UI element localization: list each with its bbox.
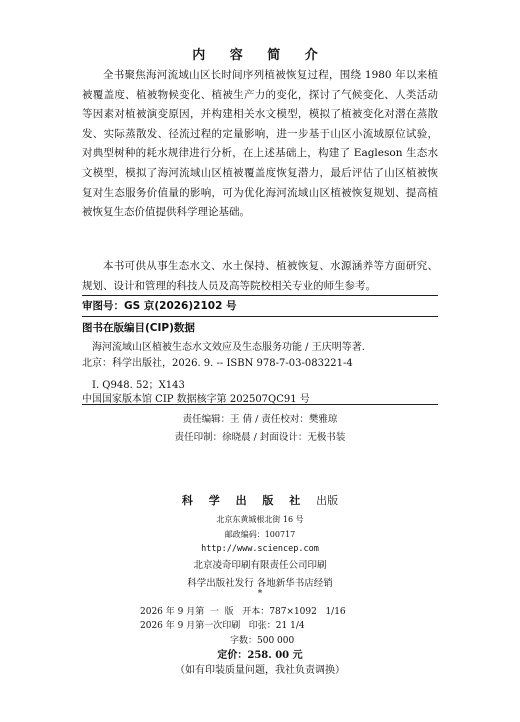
summary-paragraph-1: 全书聚焦海河流域山区长时间序列植被恢复过程，围绕 1980 年以来植被覆盖度、植被物候变化、植被生产力的变化，探讨了气候变化、人类活动等因素对植被演变原因，并构建相关水文模型，模拟了植被变化对潜在蒸散发、实际蒸散发、径流过程的定量影响，进一步基于山区小流域原位试验，对典型树种的耗水规律进行分析，在上述基础上，构建了 Eagleson 生态水文模型，模拟了海河流域山区植被覆盖度恢复潜力，最后评估了山区植被恢复对生态服务价值量的影响，可为优化海河流域山区植被恢复规划、提高植被恢复生态价值提供科学理论基础。 xyxy=(82,69,438,219)
distributor-line: 科学出版社发行 各地新华书店经销 xyxy=(187,578,333,589)
quality-note: （如有印装质量问题，我社负责调换） xyxy=(175,665,345,676)
cip-record-number: 中国国家版本馆 CIP 数据核字第 202507QC91 号 xyxy=(82,394,310,405)
review-number: 审图号：GS 京(2026)2102 号 xyxy=(82,300,237,312)
printer-line: 北京凌奇印刷有限责任公司印刷 xyxy=(193,560,327,571)
word-count: 字数：500 000 xyxy=(230,636,295,646)
editor-credits: 责任编辑：王 倩 / 责任校对：樊雅琼 xyxy=(182,414,338,425)
cip-heading: 图书在版编目(CIP)数据 xyxy=(82,322,195,334)
page-title: 内 容 简 介 xyxy=(192,48,328,63)
publisher-suffix: 出版 xyxy=(316,494,339,507)
publisher-zipcode: 邮政编码：100717 xyxy=(224,530,296,539)
edition-line-1: 2026 年 9 月第 一 版 开本：787×1092 1/16 xyxy=(140,607,346,617)
summary-paragraph-2: 本书可供从事生态水文、水土保持、植被恢复、水源涵养等方面研究、规划、设计和管理的科技人员及高等院校相关专业的师生参考。 xyxy=(82,260,438,292)
divider-top xyxy=(82,295,438,296)
separator-star: * xyxy=(257,589,263,599)
cip-classification: Ⅰ. Q948. 52；X143 xyxy=(92,380,185,391)
production-credits: 责任印制：徐晓晨 / 封面设计：无极书装 xyxy=(174,432,346,443)
publisher-name xyxy=(0,492,520,508)
publisher-address: 北京东黄城根北街 16 号 xyxy=(216,515,304,524)
cip-title-line: 海河流域山区植被生态水文效应及生态服务功能 / 王庆明等著. xyxy=(92,342,365,353)
divider-cip-top xyxy=(82,316,438,317)
divider-cip-bottom xyxy=(82,404,438,405)
edition-line-2: 2026 年 9 月第一次印刷 印张：21 1/4 xyxy=(140,621,305,631)
publisher-website: http://www.sciencep.com xyxy=(201,544,319,554)
cip-publication-line: 北京：科学出版社，2026. 9. -- ISBN 978-7-03-083221-4 xyxy=(82,358,353,369)
publisher-name-text: 科 学 出 版 社 xyxy=(181,494,307,507)
price: 定价：258. 00 元 xyxy=(217,650,303,661)
